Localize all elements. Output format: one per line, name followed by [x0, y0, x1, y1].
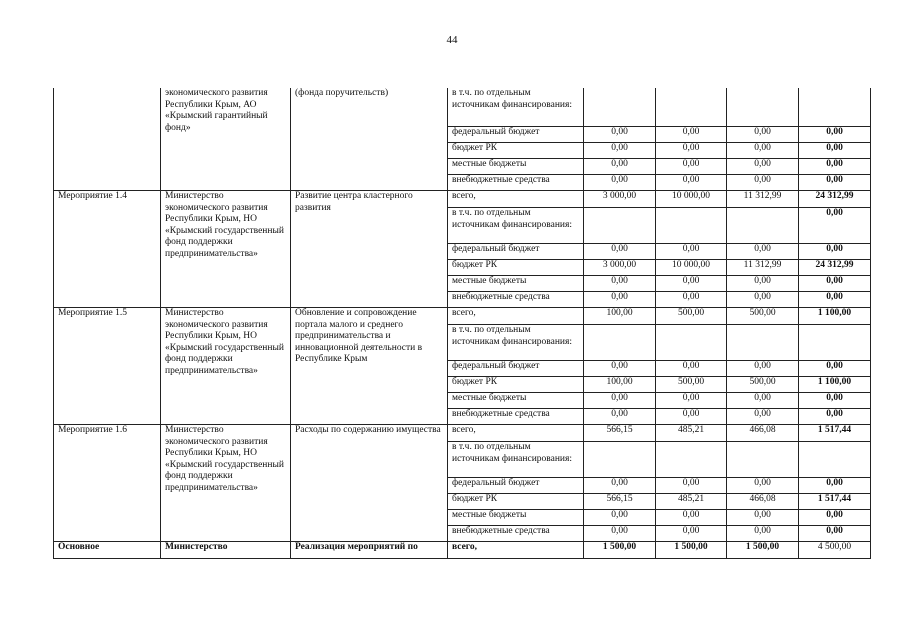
source-cell: всего, — [448, 308, 584, 325]
value-cell: 0,00 — [656, 409, 727, 425]
source-cell: внебюджетные средства — [448, 292, 584, 308]
value-cell — [727, 208, 799, 244]
table-row — [54, 308, 871, 325]
value-cell: 1 500,00 — [727, 542, 799, 559]
source-cell: бюджет РК — [448, 260, 584, 276]
value-cell: 0,00 — [584, 276, 656, 292]
value-cell: 0,00 — [584, 244, 656, 260]
value-cell — [727, 442, 799, 478]
total-cell — [799, 442, 871, 478]
value-cell: 500,00 — [727, 377, 799, 393]
value-cell — [584, 88, 656, 127]
total-cell: 0,00 — [799, 526, 871, 542]
value-cell: 1 500,00 — [656, 542, 727, 559]
value-cell: 0,00 — [727, 393, 799, 409]
value-cell: 0,00 — [584, 175, 656, 191]
source-cell: в т.ч. по отдельным источникам финансирования: — [448, 442, 584, 478]
source-cell: внебюджетные средства — [448, 175, 584, 191]
value-cell: 0,00 — [584, 361, 656, 377]
measure-name-cell: Мероприятие 1.4 — [54, 191, 161, 308]
total-cell: 0,00 — [799, 127, 871, 143]
value-cell: 0,00 — [656, 526, 727, 542]
table-row — [54, 542, 871, 559]
value-cell — [584, 442, 656, 478]
budget-table — [53, 88, 871, 559]
value-cell — [584, 325, 656, 361]
total-cell — [799, 325, 871, 361]
total-cell: 24 312,99 — [799, 191, 871, 208]
value-cell: 466,08 — [727, 425, 799, 442]
total-cell: 0,00 — [799, 393, 871, 409]
value-cell: 0,00 — [656, 143, 727, 159]
source-cell: федеральный бюджет — [448, 478, 584, 494]
value-cell — [656, 442, 727, 478]
value-cell: 0,00 — [727, 127, 799, 143]
total-cell: 1 100,00 — [799, 377, 871, 393]
source-cell: в т.ч. по отдельным источникам финансирования: — [448, 88, 584, 127]
value-cell: 500,00 — [727, 308, 799, 325]
value-cell: 11 312,99 — [727, 191, 799, 208]
value-cell: 3 000,00 — [584, 191, 656, 208]
total-cell: 0,00 — [799, 478, 871, 494]
description-cell: (фонда поручительств) — [291, 88, 448, 191]
value-cell: 0,00 — [584, 393, 656, 409]
value-cell: 0,00 — [584, 143, 656, 159]
value-cell: 0,00 — [656, 244, 727, 260]
value-cell — [727, 88, 799, 127]
source-cell: всего, — [448, 542, 584, 559]
source-cell: местные бюджеты — [448, 393, 584, 409]
source-cell: местные бюджеты — [448, 510, 584, 526]
source-cell: в т.ч. по отдельным источникам финансирования: — [448, 208, 584, 244]
measure-name-cell: Мероприятие 1.6 — [54, 425, 161, 542]
value-cell: 0,00 — [656, 510, 727, 526]
source-cell: внебюджетные средства — [448, 409, 584, 425]
value-cell: 0,00 — [727, 478, 799, 494]
total-cell: 1 517,44 — [799, 425, 871, 442]
total-cell: 0,00 — [799, 276, 871, 292]
value-cell: 3 000,00 — [584, 260, 656, 276]
source-cell: бюджет РК — [448, 494, 584, 510]
source-cell: бюджет РК — [448, 377, 584, 393]
source-cell: бюджет РК — [448, 143, 584, 159]
value-cell: 0,00 — [584, 159, 656, 175]
measure-name-cell — [54, 88, 161, 191]
value-cell: 0,00 — [584, 127, 656, 143]
value-cell: 11 312,99 — [727, 260, 799, 276]
value-cell: 466,08 — [727, 494, 799, 510]
total-cell: 1 517,44 — [799, 494, 871, 510]
total-cell: 0,00 — [799, 143, 871, 159]
value-cell: 1 500,00 — [584, 542, 656, 559]
page-number: 44 — [446, 34, 458, 46]
value-cell: 0,00 — [727, 409, 799, 425]
source-cell: внебюджетные средства — [448, 526, 584, 542]
total-cell: 0,00 — [799, 244, 871, 260]
total-cell: 0,00 — [799, 292, 871, 308]
value-cell — [656, 325, 727, 361]
value-cell: 0,00 — [727, 276, 799, 292]
total-cell — [799, 88, 871, 127]
executor-cell: Министерство — [161, 542, 291, 559]
executor-cell: экономического развития Республики Крым, АО «Крымский гарантийный фонд» — [161, 88, 291, 191]
value-cell: 0,00 — [656, 159, 727, 175]
source-cell: всего, — [448, 191, 584, 208]
value-cell: 0,00 — [584, 409, 656, 425]
total-cell: 1 100,00 — [799, 308, 871, 325]
value-cell: 0,00 — [584, 292, 656, 308]
value-cell: 0,00 — [656, 361, 727, 377]
value-cell — [584, 208, 656, 244]
value-cell: 566,15 — [584, 425, 656, 442]
value-cell: 0,00 — [727, 143, 799, 159]
total-cell: 0,00 — [799, 208, 871, 244]
value-cell: 0,00 — [727, 510, 799, 526]
total-cell: 0,00 — [799, 510, 871, 526]
value-cell: 0,00 — [584, 478, 656, 494]
executor-cell: Министерство экономического развития Республики Крым, НО «Крымский государственный фонд поддержки предпринимательства» — [161, 308, 291, 425]
value-cell: 0,00 — [656, 276, 727, 292]
value-cell: 500,00 — [656, 308, 727, 325]
value-cell: 10 000,00 — [656, 191, 727, 208]
total-cell: 0,00 — [799, 159, 871, 175]
value-cell: 0,00 — [727, 526, 799, 542]
description-cell: Развитие центра кластерного развития — [291, 191, 448, 308]
value-cell: 0,00 — [656, 175, 727, 191]
source-cell: федеральный бюджет — [448, 361, 584, 377]
total-cell: 4 500,00 — [799, 542, 871, 559]
value-cell: 0,00 — [584, 510, 656, 526]
value-cell: 0,00 — [727, 292, 799, 308]
source-cell: местные бюджеты — [448, 159, 584, 175]
value-cell: 10 000,00 — [656, 260, 727, 276]
value-cell: 485,21 — [656, 494, 727, 510]
value-cell: 100,00 — [584, 377, 656, 393]
value-cell: 0,00 — [727, 244, 799, 260]
measure-name-cell: Основное — [54, 542, 161, 559]
value-cell: 0,00 — [656, 292, 727, 308]
value-cell — [656, 88, 727, 127]
executor-cell: Министерство экономического развития Республики Крым, НО «Крымский государственный фонд поддержки предпринимательства» — [161, 191, 291, 308]
value-cell: 0,00 — [584, 526, 656, 542]
value-cell: 0,00 — [727, 361, 799, 377]
source-cell: в т.ч. по отдельным источникам финансирования: — [448, 325, 584, 361]
value-cell: 485,21 — [656, 425, 727, 442]
value-cell — [727, 325, 799, 361]
table-row — [54, 88, 871, 127]
value-cell: 100,00 — [584, 308, 656, 325]
total-cell: 0,00 — [799, 175, 871, 191]
value-cell: 500,00 — [656, 377, 727, 393]
value-cell: 0,00 — [656, 478, 727, 494]
value-cell: 0,00 — [656, 393, 727, 409]
value-cell: 0,00 — [656, 127, 727, 143]
table-row — [54, 425, 871, 442]
source-cell: федеральный бюджет — [448, 244, 584, 260]
source-cell: местные бюджеты — [448, 276, 584, 292]
description-cell: Расходы по содержанию имущества — [291, 425, 448, 542]
value-cell: 566,15 — [584, 494, 656, 510]
description-cell: Реализация мероприятий по — [291, 542, 448, 559]
total-cell: 0,00 — [799, 409, 871, 425]
total-cell: 24 312,99 — [799, 260, 871, 276]
source-cell: федеральный бюджет — [448, 127, 584, 143]
description-cell: Обновление и сопровождение портала малого и среднего предпринимательства и инновационной деятельности в Республике Крым — [291, 308, 448, 425]
measure-name-cell: Мероприятие 1.5 — [54, 308, 161, 425]
executor-cell: Министерство экономического развития Республики Крым, НО «Крымский государственный фонд поддержки предпринимательства» — [161, 425, 291, 542]
value-cell — [656, 208, 727, 244]
table-row — [54, 191, 871, 208]
total-cell: 0,00 — [799, 361, 871, 377]
value-cell: 0,00 — [727, 159, 799, 175]
source-cell: всего, — [448, 425, 584, 442]
value-cell: 0,00 — [727, 175, 799, 191]
